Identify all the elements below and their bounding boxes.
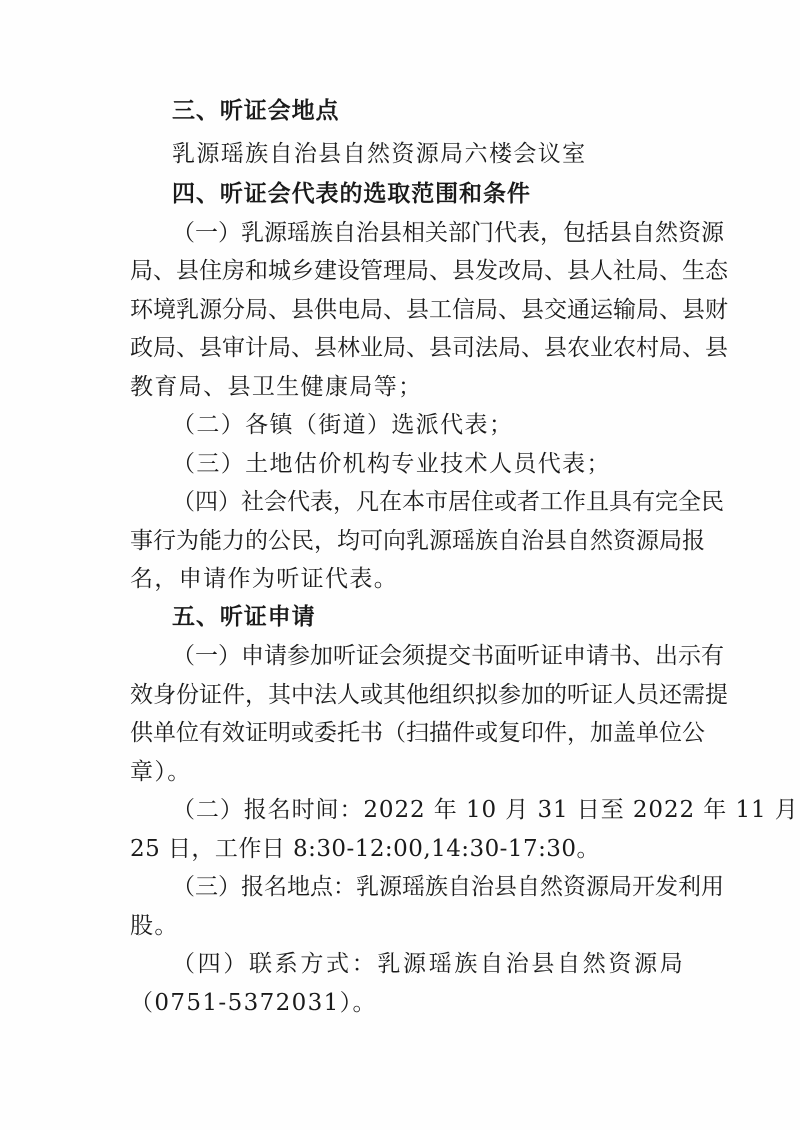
paragraph-line: 环 境 乳 源 分 局 、 县 供 电 局 、 县 工 信 局 、 县 交 通 运 输 局 、 县 财 bbox=[130, 297, 728, 323]
paragraph-line: （三）土地估价机构专业技术人员代表； bbox=[172, 451, 611, 477]
contact-info: （ 四 ） 联 系 方 式 ： 乳 源 瑶 族 自 治 县 自 然 资 源 局 bbox=[172, 951, 683, 977]
registration-time: （二）报名时间：2022 年 10 月 31 日至 2022 年 11 月 bbox=[172, 797, 799, 823]
paragraph-line: （ 四 ） 社 会 代 表 ， 凡 在 本 市 居 住 或 者 工 作 且 具 有 完 全 民 bbox=[172, 489, 724, 515]
paragraph-line: （二）各镇（街道）选派代表； bbox=[172, 412, 514, 438]
paragraph-line: 政 局 、 县 审 计 局 、 县 林 业 局 、 县 司 法 局 、 县 农 业 农 村 局 、 县 bbox=[130, 335, 728, 361]
contact-phone: （0751-5372031）。 bbox=[130, 990, 377, 1016]
registration-location: （ 三 ） 报 名 地 点 ： 乳 源 瑶 族 自 治 县 自 然 资 源 局 开 发 利 用 bbox=[172, 874, 724, 900]
section-heading-venue: 三、听证会地点 bbox=[172, 98, 340, 124]
section-heading-representatives: 四、听证会代表的选取范围和条件 bbox=[172, 181, 531, 207]
registration-time-hours: 25 日，工作日 8:30-12:00,14:30-17:30。 bbox=[130, 836, 600, 862]
venue-text: 乳源瑶族自治县自然资源局六楼会议室 bbox=[172, 141, 587, 167]
paragraph-line: 名，申请作为听证代表。 bbox=[130, 566, 399, 592]
paragraph-line: 章）。 bbox=[130, 759, 192, 785]
paragraph-line: 局 、 县 住 房 和 城 乡 建 设 管 理 局 、 县 发 改 局 、 县 人 社 局 、 生 态 bbox=[130, 258, 728, 284]
paragraph-line: 效 身 份 证 件 ， 其 中 法 人 或 其 他 组 织 拟 参 加 的 听 证 人 员 还 需 提 bbox=[130, 682, 728, 708]
paragraph-line: 供 单 位 有 效 证 明 或 委 托 书 （ 扫 描 件 或 复 印 件 ， 加 盖 单 位 公 bbox=[130, 720, 705, 746]
paragraph-line: 事 行 为 能 力 的 公 民 ， 均 可 向 乳 源 瑶 族 自 治 县 自 然 资 源 局 报 bbox=[130, 528, 705, 554]
paragraph-line: 股。 bbox=[130, 913, 179, 939]
paragraph-line: （ 一 ） 乳 源 瑶 族 自 治 县 相 关 部 门 代 表 ， 包 括 县 自 然 资 源 bbox=[172, 220, 724, 246]
section-heading-application: 五、听证申请 bbox=[172, 604, 316, 630]
paragraph-line: （ 一 ） 申 请 参 加 听 证 会 须 提 交 书 面 听 证 申 请 书 、 出 示 有 bbox=[172, 643, 724, 669]
paragraph-line: 教育局、县卫生健康局等； bbox=[130, 374, 423, 400]
